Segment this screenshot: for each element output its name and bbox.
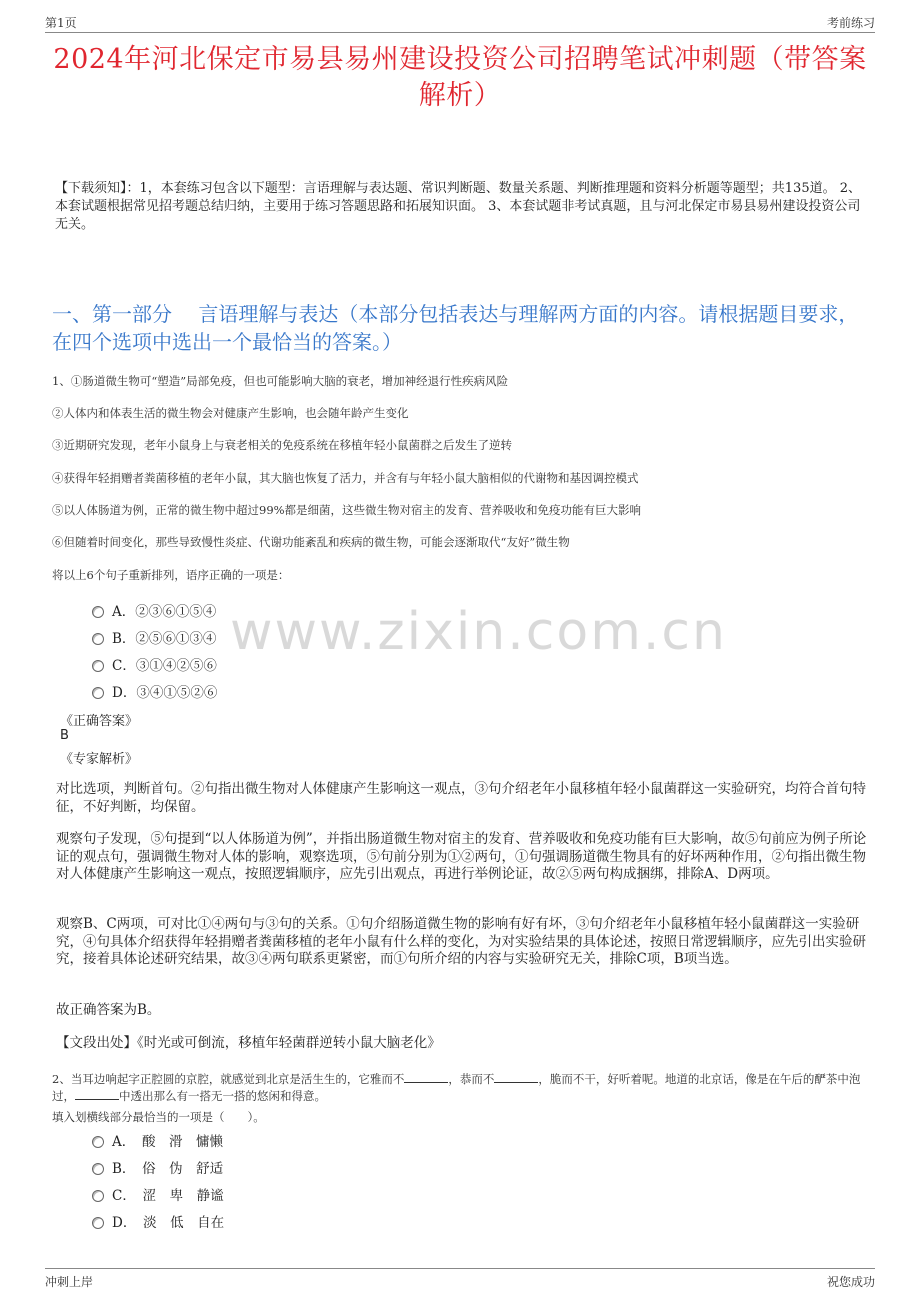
q1-sentence-1: 1、①肠道微生物可“塑造”局部免疫，但也可能影响大脑的衰老，增加神经退行性疾病风险 bbox=[52, 374, 509, 388]
blank-1[interactable] bbox=[404, 1072, 448, 1083]
q1-sentence-2: ②人体内和体表生活的微生物会对健康产生影响，也会随年龄产生变化 bbox=[52, 406, 409, 420]
document-title: 2024年河北保定市易县易州建设投资公司招聘笔试冲刺题（带答案解析） bbox=[53, 44, 867, 111]
analysis-paragraph-4: 故正确答案为B。 bbox=[56, 1002, 161, 1018]
source-citation: 【文段出处】《时光或可倒流，移植年轻菌群逆转小鼠大脑老化》 bbox=[56, 1035, 441, 1051]
footer-left: 冲刺上岸 bbox=[45, 1275, 94, 1289]
radio-icon[interactable] bbox=[92, 687, 104, 699]
q1-sentence-4: ④获得年轻捐赠者粪菌移植的老年小鼠，其大脑也恢复了活力，并含有与年轻小鼠大脑相似的代谢物和基因调控模式 bbox=[52, 471, 639, 485]
radio-icon[interactable] bbox=[92, 660, 104, 672]
page-footer bbox=[45, 1268, 875, 1289]
analysis-paragraph-2: 观察句子发现，⑤句提到“以人体肠道为例”，并指出肠道微生物对宿主的发育、营养吸收和免疫功能有巨大影响，故⑤句前应为例子所论证的观点句，强调微生物对人体的影响，观察选项，⑤句前分别为①②两句，①句强调肠道微生物具有的好坏两种作用，②句指出微生物对人体健康产生影响这一观点，按照逻辑顺序，应先引出观点，再进行举例论证，故②⑤两句构成捆绑，排除A、D两项。 bbox=[56, 831, 867, 882]
q1-option-a[interactable]: A．②③⑥①⑤④ bbox=[92, 600, 216, 620]
q2-option-b[interactable]: B． 俗 伪 舒适 bbox=[92, 1157, 223, 1177]
analysis-paragraph-1: 对比选项，判断首句。②句指出微生物对人体健康产生影响这一观点，③句介绍老年小鼠移植年轻小鼠菌群这一实验研究，均符合首句特征，不好判断，均保留。 bbox=[56, 781, 866, 815]
q1-sentence-5: ⑤以人体肠道为例，正常的微生物中超过99%都是细菌，这些微生物对宿主的发育、营养吸收和免疫功能有巨大影响 bbox=[52, 503, 642, 517]
download-notice: 【下载须知】：1，本套练习包含以下题型：言语理解与表达题、常识判断题、数量关系题、判断推理题和资料分析题等题型；共135道。 2、本套试题根据常见招考题总结归纳，主要用于练习答题思路和拓展知识面。 3、本套试题非考试真题，且与河北保定市易县易州建设投资公司无关。 bbox=[55, 181, 861, 232]
radio-icon[interactable] bbox=[92, 1163, 104, 1175]
header-tag: 考前练习 bbox=[826, 16, 875, 30]
blank-2[interactable] bbox=[494, 1072, 538, 1083]
section-title: 一、第一部分 言语理解与表达（本部分包括表达与理解两方面的内容。请根据题目要求，在四个选项中选出一个最恰当的答案。） bbox=[52, 302, 859, 354]
q1-option-c[interactable]: C．③①④②⑤⑥ bbox=[92, 654, 217, 674]
watermark: www.zixin.com.cn bbox=[230, 602, 727, 662]
page-header bbox=[45, 12, 875, 33]
q1-option-b[interactable]: B．②⑤⑥①③④ bbox=[92, 627, 216, 647]
q1-option-d[interactable]: D．③④①⑤②⑥ bbox=[92, 681, 217, 701]
radio-icon[interactable] bbox=[92, 1217, 104, 1229]
q1-prompt: 将以上6个句子重新排列，语序正确的一项是： bbox=[52, 568, 290, 582]
radio-icon[interactable] bbox=[92, 606, 104, 618]
answer-label: 《正确答案》 bbox=[60, 714, 139, 729]
analysis-paragraph-3: 观察B、C两项，可对比①④两句与③句的关系。①句介绍肠道微生物的影响有好有坏，③句介绍老年小鼠移植年轻小鼠菌群这一实验研究，④句具体介绍获得年轻捐赠者粪菌移植的老年小鼠有什么样的变化，为对实验结果的具体论述，按照日常逻辑顺序，应先引出实验研究，接着具体论述研究结果，故③④两句联系更紧密，而①句所介绍的内容与实验研究无关，排除C项，B项当选。 bbox=[56, 916, 866, 967]
q2-prompt: 填入划横线部分最恰当的一项是（ ）。 bbox=[52, 1110, 265, 1124]
q2-option-d[interactable]: D． 淡 低 自在 bbox=[92, 1211, 224, 1231]
radio-icon[interactable] bbox=[92, 1136, 104, 1148]
q2-passage: 2、当耳边响起字正腔圆的京腔，就感觉到北京是活生生的，它雅而不 ，恭而不 ，脆而不干，好听着呢。地道的北京话，像是在午后的酽茶中泡过， 中透出那么有一搭无一搭的悠闲和得意。 bbox=[52, 1072, 861, 1103]
radio-icon[interactable] bbox=[92, 1190, 104, 1202]
footer-right: 祝您成功 bbox=[826, 1275, 875, 1289]
q2-option-c[interactable]: C． 涩 卑 静谧 bbox=[92, 1184, 224, 1204]
blank-3[interactable] bbox=[75, 1089, 119, 1100]
page-number: 第1页 bbox=[45, 16, 77, 30]
q2-option-a[interactable]: A． 酸 滑 慵懒 bbox=[92, 1130, 223, 1150]
q1-sentence-3: ③近期研究发现，老年小鼠身上与衰老相关的免疫系统在移植年轻小鼠菌群之后发生了逆转 bbox=[52, 438, 512, 452]
q1-sentence-6: ⑥但随着时间变化，那些导致慢性炎症、代谢功能紊乱和疾病的微生物，可能会逐渐取代“友好”微生物 bbox=[52, 535, 570, 549]
analysis-label: 《专家解析》 bbox=[60, 752, 139, 767]
radio-icon[interactable] bbox=[92, 633, 104, 645]
answer-value: B bbox=[60, 728, 69, 743]
